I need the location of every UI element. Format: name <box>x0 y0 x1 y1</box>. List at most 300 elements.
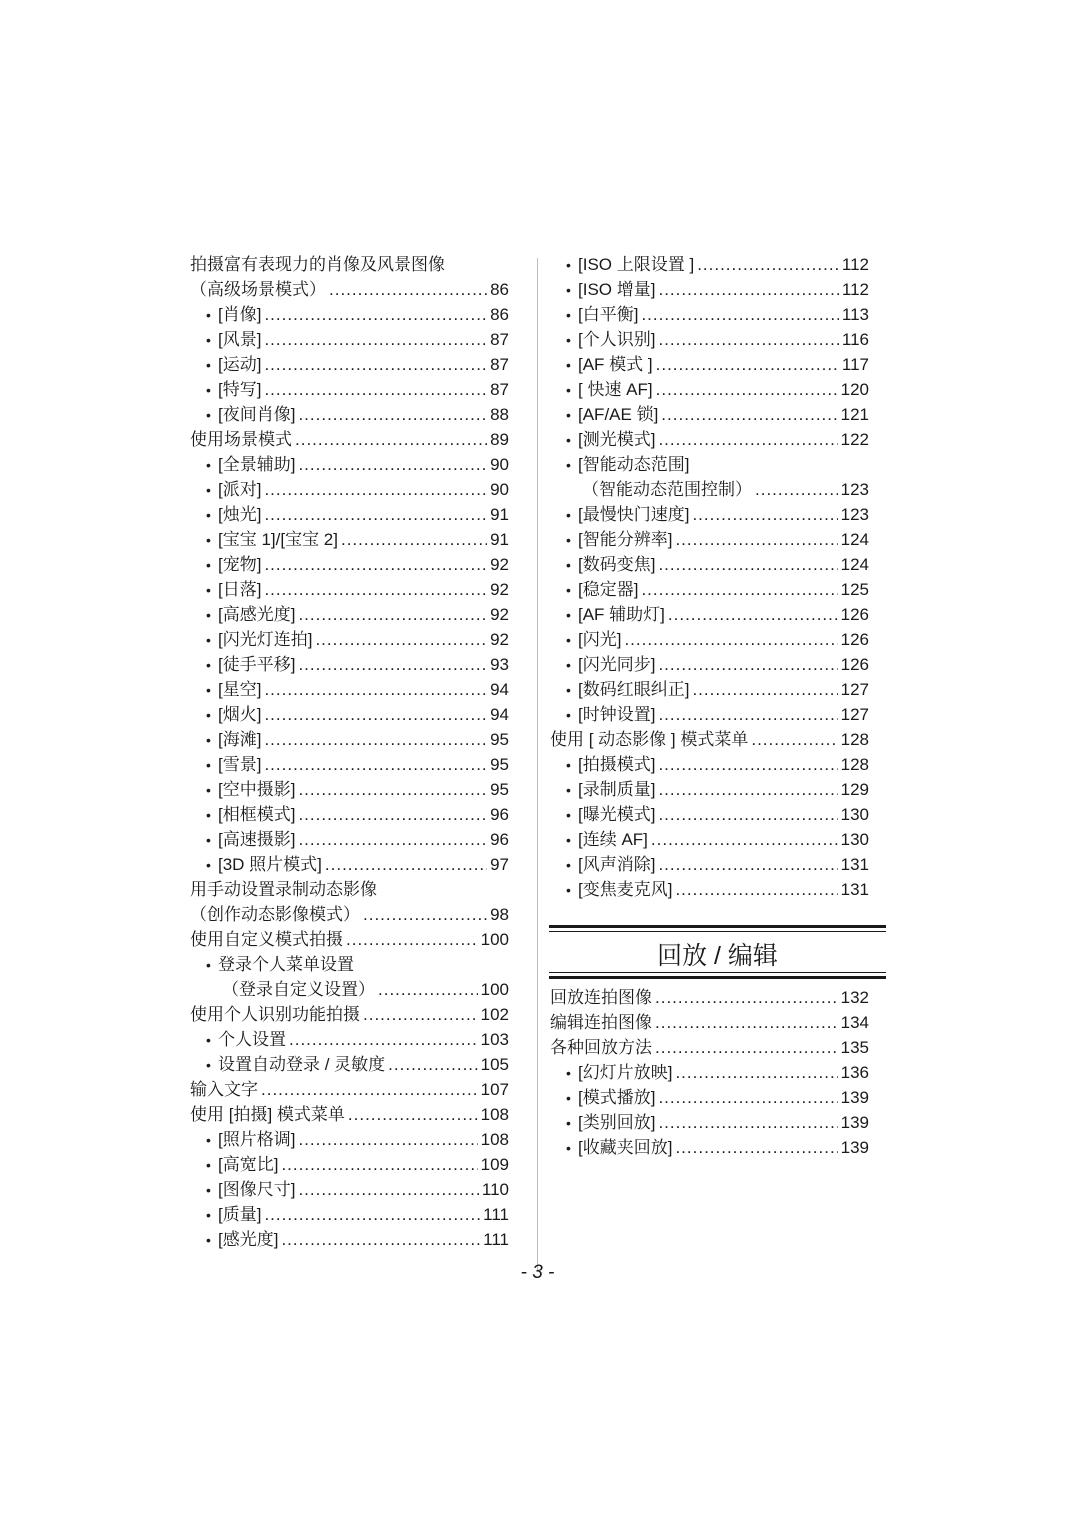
toc-entry-page: 103 <box>480 1030 509 1049</box>
bullet-icon: • <box>206 832 211 848</box>
toc-entry-title: [智能动态范围] <box>578 455 690 474</box>
toc-entry[interactable] <box>550 302 869 327</box>
toc-entry-title: 个人设置 <box>218 1030 286 1049</box>
toc-entry-page: 127 <box>840 705 869 724</box>
toc-entry-page: 112 <box>841 280 869 299</box>
leader-dots <box>692 677 837 702</box>
bullet-icon: • <box>566 282 571 298</box>
bullet-icon: • <box>206 557 211 573</box>
toc-entry[interactable] <box>190 452 509 477</box>
bullet-icon: • <box>566 632 571 648</box>
section-title: 回放 / 编辑 <box>657 942 778 970</box>
toc-entry-page: 124 <box>840 530 869 549</box>
toc-entry[interactable] <box>190 1127 509 1152</box>
leader-dots <box>298 1127 477 1152</box>
page-number: - 3 - <box>520 1262 555 1283</box>
toc-entry-page: 128 <box>840 730 869 749</box>
toc-entry[interactable] <box>190 402 509 427</box>
toc-entry-title: [照片格调] <box>218 1130 296 1149</box>
bullet-icon: • <box>206 707 211 723</box>
toc-entry[interactable] <box>190 427 509 452</box>
leader-dots <box>675 1060 837 1085</box>
leader-dots <box>378 977 478 1002</box>
leader-dots <box>264 502 487 527</box>
bullet-icon: • <box>206 582 211 598</box>
bullet-icon: • <box>566 807 571 823</box>
leader-dots <box>264 702 487 727</box>
toc-entry-title: [全景辅助] <box>218 455 296 474</box>
toc-entry-title: [风景] <box>218 330 262 349</box>
toc-entry-page: 135 <box>840 1038 869 1057</box>
toc-entry-title: （登录自定义设置） <box>222 980 375 999</box>
leader-dots <box>641 577 837 602</box>
leader-dots <box>298 402 487 427</box>
bullet-icon: • <box>206 507 211 523</box>
bullet-icon: • <box>566 407 571 423</box>
toc-entry[interactable] <box>550 877 869 902</box>
toc-entry-title: [烟火] <box>218 705 262 724</box>
toc-entry[interactable] <box>190 277 509 302</box>
leader-dots <box>675 527 837 552</box>
toc-entry-page: 124 <box>840 555 869 574</box>
bullet-icon: • <box>206 1207 211 1223</box>
toc-entry-page: 92 <box>490 580 509 599</box>
toc-entry-page: 117 <box>841 355 869 374</box>
toc-entry[interactable] <box>190 377 509 402</box>
toc-entry[interactable] <box>550 1035 869 1060</box>
toc-entry-title: 使用 [拍摄] 模式菜单 <box>190 1105 345 1124</box>
leader-dots <box>655 1035 838 1060</box>
toc-playback-list <box>550 985 869 1160</box>
toc-entry-title: [AF 模式 ] <box>578 355 653 374</box>
toc-entry[interactable] <box>550 502 869 527</box>
leader-dots <box>289 1027 478 1052</box>
toc-entry-page: 120 <box>840 380 869 399</box>
toc-entry-title: 登录个人菜单设置 <box>218 955 354 974</box>
toc-entry-title: [测光模式] <box>578 430 656 449</box>
toc-entry-page: 89 <box>490 430 509 449</box>
bullet-icon: • <box>206 857 211 873</box>
toc-entry-title: [连续 AF] <box>578 830 648 849</box>
toc-entry-title: [特写] <box>218 380 262 399</box>
toc-entry-page: 125 <box>840 580 869 599</box>
toc-entry-page: 129 <box>840 780 869 799</box>
bullet-icon: • <box>566 532 571 548</box>
toc-entry-title: [最慢快门速度] <box>578 505 690 524</box>
toc-entry-title: [稳定器] <box>578 580 639 599</box>
toc-entry[interactable] <box>190 352 509 377</box>
toc-entry[interactable] <box>550 777 869 802</box>
bullet-icon: • <box>206 1132 211 1148</box>
toc-entry[interactable] <box>190 1177 509 1202</box>
leader-dots <box>363 1002 478 1027</box>
bullet-icon: • <box>206 1182 211 1198</box>
toc-entry-title: [宠物] <box>218 555 262 574</box>
toc-entry-title: [风声消除] <box>578 855 656 874</box>
toc-entry-title: [AF/AE 锁] <box>578 405 659 424</box>
toc-entry-page: 86 <box>490 305 509 324</box>
toc-entry-title: 各种回放方法 <box>550 1038 652 1057</box>
toc-entry[interactable] <box>550 427 869 452</box>
toc-entry[interactable] <box>550 452 869 477</box>
leader-dots <box>658 852 837 877</box>
leader-dots <box>261 1077 478 1102</box>
bullet-icon: • <box>206 482 211 498</box>
bullet-icon: • <box>206 307 211 323</box>
leader-dots <box>675 877 837 902</box>
bullet-icon: • <box>206 357 211 373</box>
toc-entry-title: （智能动态范围控制） <box>582 480 752 499</box>
toc-entry[interactable] <box>190 1027 509 1052</box>
bullet-icon: • <box>566 507 571 523</box>
toc-entry-page: 102 <box>480 1005 509 1024</box>
toc-entry-page: 90 <box>490 480 509 499</box>
toc-entry-title: [高宽比] <box>218 1155 279 1174</box>
leader-dots <box>658 277 838 302</box>
leader-dots <box>348 1102 478 1127</box>
leader-dots <box>264 352 487 377</box>
toc-entry-page: 91 <box>490 505 509 524</box>
leader-dots <box>298 1177 478 1202</box>
leader-dots <box>655 985 838 1010</box>
toc-entry[interactable] <box>550 1010 869 1035</box>
toc-entry-page: 92 <box>490 630 509 649</box>
leader-dots <box>641 302 838 327</box>
toc-entry-page: 126 <box>840 655 869 674</box>
toc-entry-title: [曝光模式] <box>578 805 656 824</box>
toc-entry-page: 121 <box>840 405 869 424</box>
leader-dots <box>675 1135 837 1160</box>
leader-dots <box>751 727 837 752</box>
toc-entry[interactable] <box>190 852 509 877</box>
toc-entry-page: 87 <box>490 330 509 349</box>
toc-entry[interactable] <box>550 352 869 377</box>
toc-entry[interactable] <box>190 627 509 652</box>
leader-dots <box>264 752 487 777</box>
toc-entry[interactable] <box>550 627 869 652</box>
toc-entry-title: [运动] <box>218 355 262 374</box>
toc-entry-title: [高速摄影] <box>218 830 296 849</box>
section-header-playback-edit <box>549 925 886 983</box>
bullet-icon: • <box>206 682 211 698</box>
toc-entry[interactable] <box>550 827 869 852</box>
toc-entry[interactable] <box>190 827 509 852</box>
toc-entry[interactable] <box>190 952 509 977</box>
leader-dots <box>341 527 487 552</box>
toc-entry-title: [肖像] <box>218 305 262 324</box>
toc-entry[interactable] <box>550 527 869 552</box>
leader-dots <box>658 552 837 577</box>
leader-dots <box>624 627 837 652</box>
toc-entry-page: 87 <box>490 380 509 399</box>
toc-entry[interactable] <box>550 377 869 402</box>
toc-entry[interactable] <box>190 727 509 752</box>
leader-dots <box>298 802 487 827</box>
toc-entry-title: （高级场景模式） <box>190 280 326 299</box>
section-rule-bottom <box>549 976 886 979</box>
toc-entry[interactable] <box>550 277 869 302</box>
toc-entry-page: 123 <box>840 480 869 499</box>
bullet-icon: • <box>566 832 571 848</box>
toc-entry-title: [白平衡] <box>578 305 639 324</box>
leader-dots <box>692 502 837 527</box>
toc-entry-title: [智能分辨率] <box>578 530 673 549</box>
toc-entry-page: 96 <box>490 805 509 824</box>
toc-entry-title: 使用个人识别功能拍摄 <box>190 1005 360 1024</box>
toc-entry-page: 112 <box>841 255 869 274</box>
bullet-icon: • <box>566 257 571 273</box>
toc-entry[interactable] <box>550 752 869 777</box>
toc-entry-page: 108 <box>480 1105 509 1124</box>
toc-entry[interactable] <box>190 1202 509 1227</box>
toc-entry-title: [录制质量] <box>578 780 656 799</box>
toc-entry[interactable] <box>550 602 869 627</box>
toc-entry-title: [AF 辅助灯] <box>578 605 665 624</box>
toc-entry[interactable] <box>550 1060 869 1085</box>
toc-entry-page: 134 <box>840 1013 869 1032</box>
toc-entry[interactable] <box>190 1002 509 1027</box>
bullet-icon: • <box>206 1032 211 1048</box>
bullet-icon: • <box>206 1057 211 1073</box>
toc-entry[interactable] <box>550 552 869 577</box>
toc-entry[interactable] <box>190 1102 509 1127</box>
toc-entry-page: 113 <box>841 305 869 324</box>
toc-entry[interactable] <box>550 852 869 877</box>
bullet-icon: • <box>566 757 571 773</box>
leader-dots <box>658 702 837 727</box>
bullet-icon: • <box>566 882 571 898</box>
toc-entry-title: 回放连拍图像 <box>550 988 652 1007</box>
toc-entry-page: 98 <box>490 905 509 924</box>
toc-entry-page: 126 <box>840 605 869 624</box>
bullet-icon: • <box>206 457 211 473</box>
toc-entry-title: [ISO 增量] <box>578 280 656 299</box>
leader-dots <box>655 1010 838 1035</box>
toc-entry[interactable] <box>550 1135 869 1160</box>
toc-entry-page: 94 <box>490 705 509 724</box>
leader-dots <box>325 852 487 877</box>
toc-entry-page: 95 <box>490 780 509 799</box>
leader-dots <box>264 302 487 327</box>
bullet-icon: • <box>566 857 571 873</box>
toc-entry-page: 139 <box>840 1088 869 1107</box>
toc-entry-title: [图像尺寸] <box>218 1180 296 1199</box>
toc-entry[interactable] <box>550 802 869 827</box>
toc-entry-title: 设置自动登录 / 灵敏度 <box>218 1055 386 1074</box>
bullet-icon: • <box>206 757 211 773</box>
leader-dots <box>281 1152 477 1177</box>
leader-dots <box>264 377 487 402</box>
toc-entry-page: 87 <box>490 355 509 374</box>
toc-entry[interactable] <box>190 702 509 727</box>
toc-entry[interactable] <box>190 477 509 502</box>
leader-dots <box>668 602 838 627</box>
toc-entry-page: 90 <box>490 455 509 474</box>
toc-entry[interactable] <box>190 977 509 1002</box>
toc-entry-page: 128 <box>840 755 869 774</box>
toc-entry-title: [高感光度] <box>218 605 296 624</box>
toc-entry-title: [ 快速 AF] <box>578 380 653 399</box>
leader-dots <box>658 652 837 677</box>
section-rule-top <box>549 925 886 928</box>
toc-entry[interactable] <box>190 1227 509 1252</box>
toc-entry-page: 136 <box>840 1063 869 1082</box>
leader-dots <box>298 652 487 677</box>
leader-dots <box>264 477 487 502</box>
toc-entry-page: 93 <box>490 655 509 674</box>
toc-entry[interactable] <box>550 1110 869 1135</box>
bullet-icon: • <box>206 807 211 823</box>
bullet-icon: • <box>566 1140 571 1156</box>
leader-dots <box>281 1227 480 1252</box>
leader-dots <box>264 552 487 577</box>
toc-entry-title: [数码变焦] <box>578 555 656 574</box>
toc-entry[interactable] <box>190 927 509 952</box>
bullet-icon: • <box>206 957 211 973</box>
toc-entry[interactable] <box>190 602 509 627</box>
bullet-icon: • <box>566 557 571 573</box>
toc-entry-title: [质量] <box>218 1205 262 1224</box>
toc-entry[interactable] <box>550 402 869 427</box>
toc-entry-title: [模式播放] <box>578 1088 656 1107</box>
toc-entry-title: [3D 照片模式] <box>218 855 322 874</box>
leader-dots <box>658 777 837 802</box>
toc-entry[interactable] <box>550 677 869 702</box>
bullet-icon: • <box>566 357 571 373</box>
toc-entry-title: 使用自定义模式拍摄 <box>190 930 343 949</box>
toc-entry[interactable] <box>550 1085 869 1110</box>
toc-entry-title: [幻灯片放映] <box>578 1063 673 1082</box>
toc-entry[interactable] <box>190 527 509 552</box>
leader-dots <box>315 627 487 652</box>
leader-dots <box>346 927 478 952</box>
toc-entry-title: [收藏夹回放] <box>578 1138 673 1157</box>
bullet-icon: • <box>206 732 211 748</box>
toc-entry[interactable] <box>190 677 509 702</box>
toc-entry-page: 126 <box>840 630 869 649</box>
toc-entry-page: 92 <box>490 605 509 624</box>
toc-entry-page: 92 <box>490 555 509 574</box>
toc-entry[interactable] <box>550 252 869 277</box>
toc-entry-title: [徒手平移] <box>218 655 296 674</box>
toc-entry[interactable] <box>190 552 509 577</box>
toc-entry[interactable] <box>550 985 869 1010</box>
leader-dots <box>264 1202 480 1227</box>
toc-entry-page: 107 <box>480 1080 509 1099</box>
bullet-icon: • <box>566 682 571 698</box>
toc-entry-title: 拍摄富有表现力的肖像及风景图像 <box>190 255 445 274</box>
leader-dots <box>658 1085 837 1110</box>
toc-entry[interactable] <box>190 777 509 802</box>
toc-entry[interactable] <box>550 652 869 677</box>
toc-entry[interactable] <box>550 727 869 752</box>
toc-entry-page: 111 <box>483 1230 509 1249</box>
toc-entry[interactable] <box>190 1152 509 1177</box>
toc-entry[interactable] <box>190 902 509 927</box>
toc-entry[interactable] <box>190 502 509 527</box>
toc-entry-title: [闪光同步] <box>578 655 656 674</box>
section-rule-top-thin <box>549 931 886 932</box>
toc-entry-title: 用手动设置录制动态影像 <box>190 880 377 899</box>
toc-entry-page: 131 <box>840 855 869 874</box>
bullet-icon: • <box>206 782 211 798</box>
bullet-icon: • <box>566 582 571 598</box>
leader-dots <box>264 327 487 352</box>
toc-entry-title: [变焦麦克风] <box>578 880 673 899</box>
bullet-icon: • <box>206 1157 211 1173</box>
toc-entry-title: [拍摄模式] <box>578 755 656 774</box>
toc-entry[interactable] <box>190 752 509 777</box>
toc-entry-title: 使用 [ 动态影像 ] 模式菜单 <box>550 730 749 749</box>
toc-entry[interactable] <box>190 652 509 677</box>
bullet-icon: • <box>206 332 211 348</box>
bullet-icon: • <box>206 1232 211 1248</box>
toc-entry[interactable] <box>190 1077 509 1102</box>
leader-dots <box>264 577 487 602</box>
bullet-icon: • <box>566 1090 571 1106</box>
toc-entry[interactable] <box>190 327 509 352</box>
toc-entry-title: [烛光] <box>218 505 262 524</box>
toc-entry[interactable] <box>190 302 509 327</box>
leader-dots <box>755 477 838 502</box>
toc-entry-title: [类别回放] <box>578 1113 656 1132</box>
toc-entry[interactable] <box>550 477 869 502</box>
toc-entry[interactable] <box>190 877 509 902</box>
leader-dots <box>264 677 487 702</box>
toc-entry-title: [海滩] <box>218 730 262 749</box>
leader-dots <box>697 252 839 277</box>
toc-entry[interactable] <box>550 327 869 352</box>
toc-entry-page: 127 <box>840 680 869 699</box>
toc-entry[interactable] <box>190 252 509 277</box>
leader-dots <box>363 902 487 927</box>
toc-entry-title: [闪光] <box>578 630 622 649</box>
toc-entry-title: 输入文字 <box>190 1080 258 1099</box>
toc-entry-title: [ISO 上限设置 ] <box>578 255 695 274</box>
toc-entry-title: [闪光灯连拍] <box>218 630 313 649</box>
toc-entry[interactable] <box>190 802 509 827</box>
toc-entry-page: 110 <box>481 1180 509 1199</box>
toc-entry-page: 95 <box>490 755 509 774</box>
toc-entry-title: 使用场景模式 <box>190 430 292 449</box>
toc-entry-page: 105 <box>480 1055 509 1074</box>
toc-entry[interactable] <box>550 702 869 727</box>
bullet-icon: • <box>566 332 571 348</box>
bullet-icon: • <box>566 382 571 398</box>
toc-entry-page: 94 <box>490 680 509 699</box>
toc-entry[interactable] <box>550 577 869 602</box>
leader-dots <box>298 602 487 627</box>
toc-entry-title: [日落] <box>218 580 262 599</box>
leader-dots <box>656 352 839 377</box>
toc-entry-page: 130 <box>840 830 869 849</box>
toc-entry-page: 95 <box>490 730 509 749</box>
leader-dots <box>295 427 487 452</box>
toc-entry[interactable] <box>190 1052 509 1077</box>
bullet-icon: • <box>206 532 211 548</box>
toc-right-column <box>550 252 869 902</box>
toc-entry[interactable] <box>190 577 509 602</box>
toc-entry-title: [派对] <box>218 480 262 499</box>
toc-entry-title: [夜间肖像] <box>218 405 296 424</box>
toc-entry-page: 111 <box>483 1205 509 1224</box>
leader-dots <box>298 777 487 802</box>
toc-entry-title: [个人识别] <box>578 330 656 349</box>
toc-entry-title: [时钟设置] <box>578 705 656 724</box>
section-rule-bottom-thin <box>549 972 886 973</box>
leader-dots <box>388 1052 477 1077</box>
toc-entry-page: 96 <box>490 830 509 849</box>
